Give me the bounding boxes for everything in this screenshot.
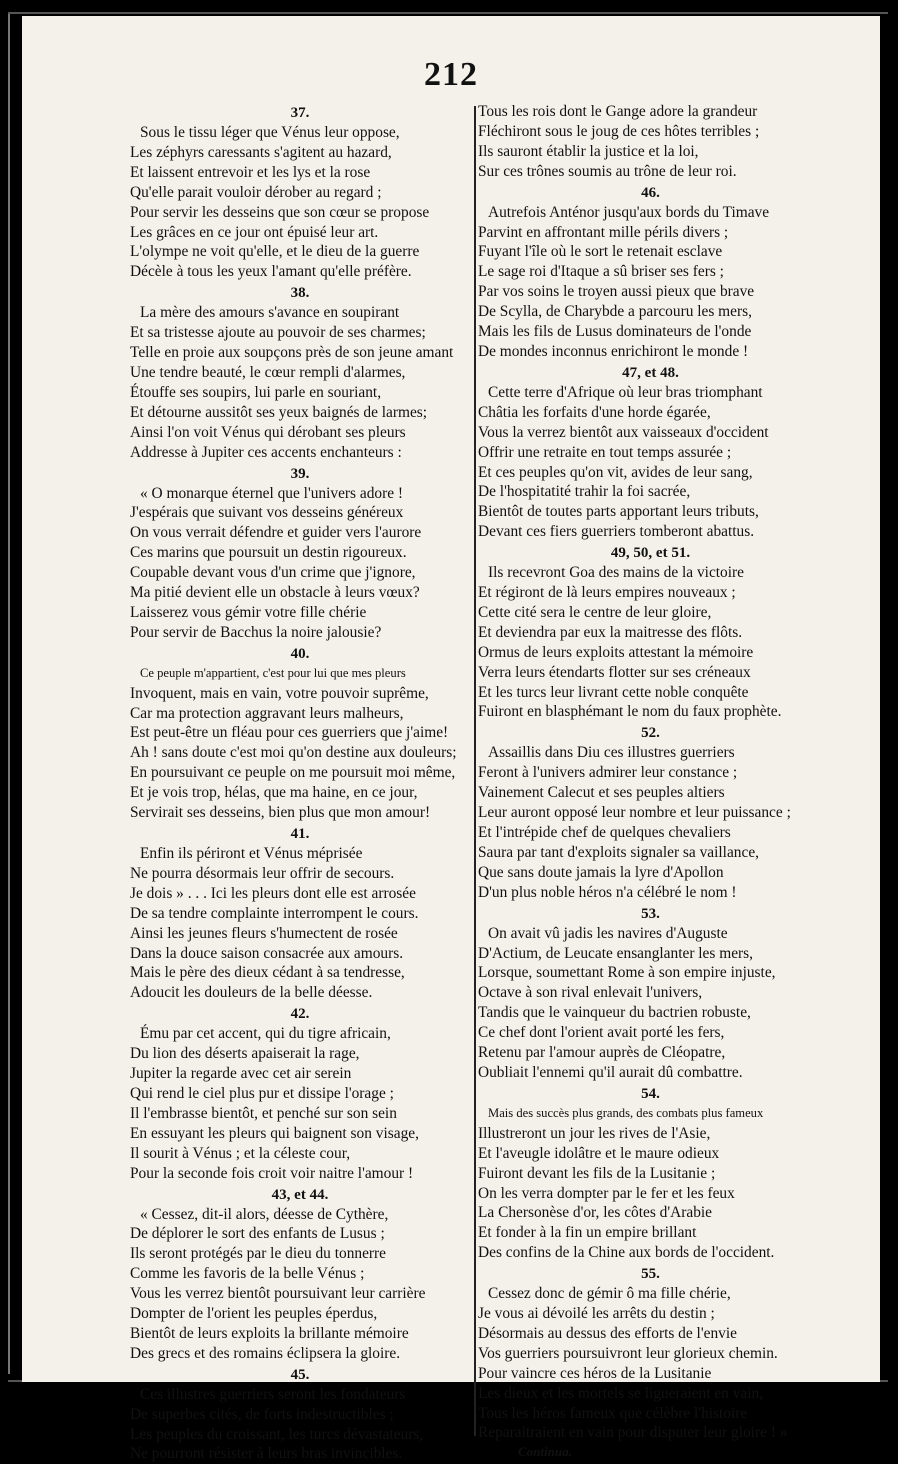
verse-line: De sa tendre complainte interrompent le cours.	[130, 904, 419, 922]
page-number: 212	[424, 56, 478, 93]
verse-line: Fuiront devant les fils de la Lusitanie ;	[478, 1164, 716, 1182]
verse-line: Illustreront un jour les rives de l'Asie,	[478, 1124, 711, 1142]
verse-line: D'Actium, de Leucate ensanglanter les mers,	[478, 944, 753, 962]
right-column	[478, 102, 823, 1461]
verse-line: Ces illustres guerriers seront les fondateurs	[140, 1385, 406, 1403]
stanza	[130, 825, 470, 1003]
printed-page	[22, 16, 880, 1463]
verse-line: Sur ces trônes soumis au trône de leur roi.	[478, 162, 737, 180]
verse-line: Adoucit les douleurs de la belle déesse.	[130, 984, 373, 1002]
verse-line: On avait vû jadis les navires d'Auguste	[488, 924, 728, 942]
verse-line: Enfin ils périront et Vénus méprisée	[140, 845, 363, 862]
verse-line: Ces marins que poursuit un destin rigoureux.	[130, 544, 407, 562]
stanza-number: 38.	[290, 285, 310, 302]
verse-line: Tous les rois dont le Gange adore la grandeur	[478, 103, 758, 120]
verse-line: Les peuples du croissant, les turcs dévastateurs,	[130, 1425, 424, 1443]
verse-line: En poursuivant ce peuple on me poursuit moi même,	[130, 764, 456, 782]
verse-line: Pour vaincre ces héros de la Lusitanie	[478, 1364, 712, 1382]
verse-line: Mais des succès plus grands, des combats plus fameux	[488, 1105, 764, 1120]
verse-line: Dompter de l'orient les peuples éperdus,	[130, 1305, 378, 1323]
verse-line: Et fonder à la fin un empire brillant	[478, 1224, 697, 1242]
verse-line: L'olympe ne voit qu'elle, et le dieu de la guerre	[130, 243, 420, 261]
verse-line: De déplorer le sort des enfants de Lusus ;	[130, 1225, 385, 1243]
verse-line: « Cessez, dit-il alors, déesse de Cythère,	[140, 1205, 389, 1223]
verse-line: Est peut-être un fléau pour ces guerriers que j'aime!	[130, 724, 449, 742]
verse-line: Et régiront de là leurs empires nouveaux ;	[478, 584, 736, 602]
stanza-number: 43, et 44.	[271, 1186, 329, 1203]
verse-line: Leur auront opposé leur nombre et leur puissance ;	[478, 804, 791, 822]
verse-line: Vous la verrez bientôt aux vaisseaux d'occident	[478, 423, 769, 441]
verse-line: Et l'intrépide chef de quelques chevaliers	[478, 824, 731, 841]
verse-line: Ainsi les jeunes fleurs s'humectent de rosée	[130, 924, 398, 942]
verse-line: On les verra dompter par le fer et les feux	[478, 1184, 735, 1202]
verse-line: Vainement Calecut et ses peuples altiers	[478, 784, 725, 802]
verse-line: La mère des amours s'avance en soupirant	[140, 304, 400, 322]
stanza-number: 49, 50, et 51.	[610, 545, 691, 562]
verse-line: Il sourit à Vénus ; et la céleste cour,	[130, 1144, 351, 1162]
verse-line: Et deviendra par eux la maitresse des flôts.	[478, 623, 743, 641]
stanza	[130, 104, 470, 282]
verse-line: Coupable devant vous d'un crime que j'ignore,	[130, 564, 416, 582]
verse-line: Addresse à Jupiter ces accents enchanteurs :	[130, 443, 402, 461]
verse-line: Les grâces en ce jour ont épuisé leur art.	[130, 223, 379, 241]
verse-line: Cette cité sera le centre de leur gloire,	[478, 603, 712, 621]
verse-line: Lorsque, soumettant Rome à son empire injuste,	[478, 964, 776, 982]
verse-line: Ne pourra désormais leur offrir de secours.	[130, 864, 395, 882]
right-column-stanzas	[478, 102, 823, 1443]
verse-line: On vous verrait défendre et guider vers l'aurore	[130, 524, 422, 542]
verse-line: Du lion des déserts apaiserait la rage,	[130, 1045, 360, 1063]
verse-line: Étouffe ses soupirs, lui parle en souriant,	[130, 383, 382, 401]
verse-line: Mais les fils de Lusus dominateurs de l'onde	[478, 323, 752, 341]
verse-line: Ne pourront résister à leurs bras invincibles.	[130, 1445, 403, 1463]
verse-line: Fuiront en blasphémant le nom du faux prophète.	[478, 703, 782, 721]
verse-line: Cessez donc de gémir ô ma fille chérie,	[488, 1285, 731, 1303]
verse-line: Assaillis dans Diu ces illustres guerriers	[488, 744, 735, 762]
verse-line: Fuyant l'île où le sort le retenait esclave	[478, 243, 723, 261]
verse-line: Et l'aveugle idolâtre et le maure odieux	[478, 1144, 720, 1162]
verse-line: Laisserez vous gémir votre fille chérie	[130, 603, 367, 621]
verse-line: Devant ces fiers guerriers tomberont abattus.	[478, 523, 755, 541]
verse-line: Et sa tristesse ajoute au pouvoir de ses charmes;	[130, 324, 426, 342]
verse-line: Invoquent, mais en vain, votre pouvoir suprême,	[130, 684, 429, 702]
verse-line: La Chersonèse d'or, les côtes d'Arabie	[478, 1204, 713, 1222]
verse-line: « O monarque éternel que l'univers adore !	[140, 484, 404, 502]
stanza-number: 54.	[641, 1085, 660, 1102]
verse-line: Ils sauront établir la justice et la loi,	[478, 142, 699, 160]
verse-line: Car ma protection aggravant leurs malheurs,	[130, 704, 404, 722]
verse-line: Ce chef dont l'orient avait porté les fers,	[478, 1024, 725, 1042]
verse-line: J'espérais que suivant vos desseins généreux	[130, 504, 404, 522]
verse-line: Autrefois Anténor jusqu'aux bords du Timave	[488, 203, 770, 221]
stanza	[130, 465, 470, 643]
verse-line: Une tendre beauté, le cœur rempli d'alarmes,	[130, 363, 406, 381]
verse-line: Vous les verrez bientôt poursuivant leur carrière	[130, 1285, 426, 1303]
verse-line: Bientôt de toutes parts apportant leurs tributs,	[478, 503, 759, 521]
stanza	[478, 724, 823, 902]
verse-line: Oubliait l'ennemi qu'il aurait dû combattre.	[478, 1063, 743, 1081]
continua-note: Continua.	[518, 1444, 572, 1460]
verse-line: Décèle à tous les yeux l'amant qu'elle préfère.	[130, 263, 412, 281]
verse-line: Le sage roi d'Itaque a sû briser ses fers ;	[478, 263, 724, 281]
stanza-number: 46.	[641, 184, 660, 201]
verse-line: Tandis que le vainqueur du bactrien robuste,	[478, 1004, 751, 1022]
stanza-number: 52.	[641, 725, 660, 742]
stanza-number: 41.	[290, 826, 310, 842]
verse-line: Offrir une retraite en tout temps assurée ;	[478, 443, 732, 461]
verse-line: Ému par cet accent, qui du tigre africain,	[140, 1025, 391, 1043]
stanza	[478, 364, 823, 542]
verse-line: De mondes inconnus enrichiront le monde !	[478, 342, 749, 360]
stanza-number: 39.	[290, 465, 310, 482]
verse-line: Retenu par l'amour auprès de Cléopatre,	[478, 1044, 726, 1062]
verse-line: Servirait ses desseins, bien plus que mon amour!	[130, 804, 431, 822]
verse-line: Bientôt de leurs exploits la brillante mémoire	[130, 1324, 409, 1342]
verse-line: Pour la seconde fois croit voir naitre l'amour !	[130, 1164, 414, 1182]
stanza	[130, 1186, 470, 1364]
scan-border-left	[8, 14, 10, 1374]
verse-line: Saura par tant d'exploits signaler sa vaillance,	[478, 843, 759, 861]
verse-line: Désormais au dessus des efforts de l'envie	[478, 1324, 737, 1342]
left-column	[130, 102, 470, 1464]
verse-line: Et détourne aussitôt ses yeux baignés de larmes;	[130, 403, 428, 421]
verse-line: Dans la douce saison consacrée aux amours.	[130, 944, 404, 962]
verse-line: De superbes cités, de forts indestructibles ;	[130, 1405, 394, 1423]
stanza	[478, 184, 823, 362]
verse-line: Je vous ai dévoilé les arrêts du destin ;	[478, 1305, 715, 1323]
stanza	[130, 284, 470, 462]
verse-line: Les dieux et les mortels se ligueraient en vain,	[478, 1384, 764, 1402]
verse-line: Reparaitraient en vain pour disputer leur gloire ! »	[478, 1424, 788, 1442]
verse-line: Ils recevront Goa des mains de la victoire	[488, 564, 744, 582]
stanza	[130, 645, 470, 823]
scan-border-top	[8, 12, 888, 14]
stanza	[478, 1085, 823, 1263]
verse-line: Comme les favoris de la belle Vénus ;	[130, 1265, 365, 1283]
stanza	[478, 1265, 823, 1443]
verse-line: Qu'elle parait vouloir dérober au regard ;	[130, 183, 382, 201]
verse-line: Verra leurs étendarts flotter sur ses créneaux	[478, 663, 751, 681]
verse-line: Vos guerriers poursuivront leur glorieux chemin.	[478, 1344, 778, 1362]
stanza-number: 37.	[290, 105, 310, 121]
verse-line: Par vos soins le troyen aussi pieux que brave	[478, 283, 755, 301]
verse-line: Les zéphyrs caressants s'agitent au hazard,	[130, 143, 392, 161]
verse-line: Et je vois trop, hélas, que ma haine, en ce jour,	[130, 784, 418, 802]
verse-line: Feront à l'univers admirer leur constance ;	[478, 764, 738, 782]
verse-line: D'un plus noble héros n'a célébré le nom !	[478, 883, 737, 901]
verse-line: Pour servir de Bacchus la noire jalousie?	[130, 623, 382, 641]
verse-line: Et ces peuples qu'on vit, avides de leur sang,	[478, 463, 753, 481]
verse-line: Cette terre d'Afrique où leur bras triomphant	[488, 383, 763, 401]
verse-line: Parvint en affrontant mille périls divers ;	[478, 223, 729, 241]
verse-line: Qui rend le ciel plus pur et dissipe l'orage ;	[130, 1084, 394, 1102]
verse-line: Jupiter la regarde avec cet air serein	[130, 1065, 352, 1083]
verse-line: Fléchiront sous le joug de ces hôtes terribles ;	[478, 122, 760, 140]
verse-line: Ils seront protégés par le dieu du tonnerre	[130, 1245, 386, 1263]
stanza-number: 40.	[290, 645, 310, 662]
verse-line: Sous le tissu léger que Vénus leur oppose,	[140, 124, 400, 141]
verse-line: Mais le père des dieux cédant à sa tendresse,	[130, 964, 405, 982]
verse-line: En essuyant les pleurs qui baignent son visage,	[130, 1124, 419, 1142]
verse-line: Et les turcs leur livrant cette noble conquête	[478, 683, 749, 701]
stanza-number: 47, et 48.	[622, 364, 679, 381]
column-divider	[474, 106, 476, 1436]
verse-line: Ainsi l'on voit Vénus qui dérobant ses pleurs	[130, 423, 406, 441]
verse-line: Ormus de leurs exploits attestant la mémoire	[478, 643, 754, 661]
verse-line: Ma pitié devient elle un obstacle à leurs vœux?	[130, 584, 420, 602]
stanza	[478, 102, 823, 182]
stanza-number: 55.	[641, 1266, 660, 1283]
verse-line: Tous les héros fameux que célèbre l'histoire	[478, 1404, 748, 1422]
stanza	[478, 905, 823, 1083]
verse-line: Octave à son rival enlevait l'univers,	[478, 984, 703, 1002]
stanza-number: 42.	[290, 1006, 310, 1023]
verse-line: Châtia les forfaits d'une horde égarée,	[478, 403, 711, 421]
verse-line: Telle en proie aux soupçons près de son jeune amant	[130, 344, 454, 362]
stanza	[130, 1005, 470, 1183]
verse-line: Je dois » . . . Ici les pleurs dont elle est arrosée	[130, 884, 416, 902]
stanza	[130, 1366, 470, 1464]
stanza	[478, 544, 823, 722]
verse-line: Ah ! sans doute c'est moi qu'on destine aux douleurs;	[130, 744, 457, 762]
stanza-number: 53.	[641, 905, 660, 922]
verse-line: De Scylla, de Charybde a parcouru les mers,	[478, 303, 752, 321]
verse-line: Que sans doute jamais la lyre d'Apollon	[478, 863, 724, 881]
verse-line: Pour servir les desseins que son cœur se propose	[130, 203, 430, 221]
verse-line: Il l'embrasse bientôt, et penché sur son sein	[130, 1104, 397, 1122]
verse-line: Des confins de la Chine aux bords de l'occident.	[478, 1244, 775, 1262]
stanza-number: 45.	[290, 1366, 310, 1383]
verse-line: De l'hospitatité trahir la foi sacrée,	[478, 483, 691, 501]
verse-line: Ce peuple m'appartient, c'est pour lui que mes pleurs	[140, 665, 406, 680]
verse-line: Et laissent entrevoir et les lys et la rose	[130, 163, 371, 181]
verse-line: Des grecs et des romains éclipsera la gloire.	[130, 1344, 401, 1362]
